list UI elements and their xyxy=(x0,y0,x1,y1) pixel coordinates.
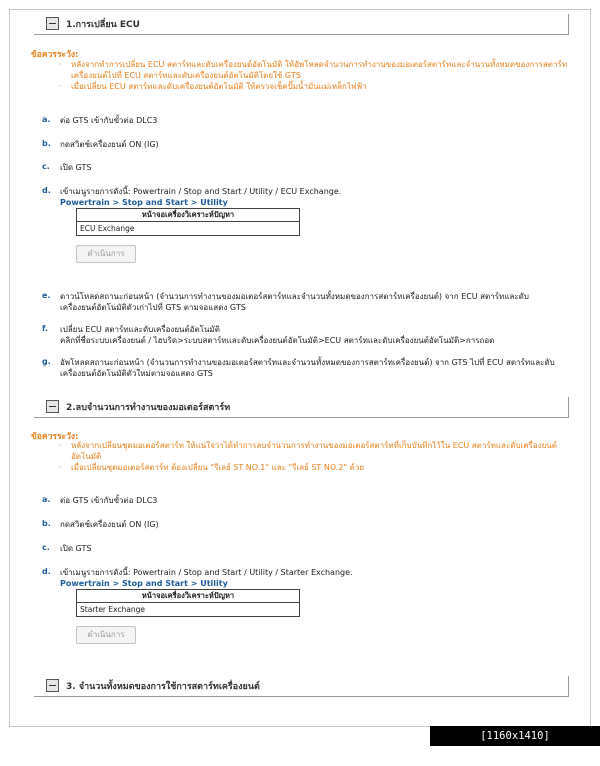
step-text: ดาวน์โหลดสถานะก่อนหน้า (จำนวนการทำงานของมอเตอร์สตาร์ทและจำนวนทั้งหมดของการสตาร์ทเครื่องยนต์) จาก ECU สตาร์ทและดับเครื่องยนต์อัตโนมัติตัวเก่าไปที่ GTS ตามจอแสดง GTS xyxy=(60,292,529,312)
watermark: [1160x1410] https://upic.me/ xyxy=(430,726,600,746)
menu-path: Powertrain > Stop and Start > Utility xyxy=(60,579,228,588)
step-label: b. xyxy=(42,519,51,528)
section-3-title: 3. จำนวนทั้งหมดของการใช้การสตาร์ทเครื่องยนต์ xyxy=(66,682,260,692)
step-subtext: คลิกที่ชื่อระบบเครื่องยนต์ / ไฮบริด>ระบบสตาร์ทและดับเครื่องยนต์อัตโนมัติ>ECU สตาร์ทและดับเครื่องยนต์อัตโนมัติ>การถอด xyxy=(60,336,495,345)
step-text: เปลี่ยน ECU สตาร์ทและดับเครื่องยนต์อัตโนมัติ xyxy=(60,325,220,334)
step-label: c. xyxy=(42,162,50,171)
section-3-header[interactable] xyxy=(34,676,569,697)
caution-item: · หลังจากเปลี่ยนชุดมอเตอร์สตาร์ท ให้แน่ใจว่าได้ทำการลบจำนวนการทำงานของมอเตอร์สตาร์ทที่เก็บบันทึกไว้ใน ECU สตาร์ทและดับเครื่องยนต์อัตโนมัติ xyxy=(59,441,557,461)
step-label: d. xyxy=(42,186,51,195)
step-label: a. xyxy=(42,115,51,124)
step-text: เปิด GTS xyxy=(60,163,92,172)
step-text: เข้าเมนูรายการดังนี้: Powertrain / Stop and Start / Utility / ECU Exchange. xyxy=(60,187,342,196)
diagnostic-screen-table xyxy=(76,208,300,236)
execute-button[interactable]: ดำเนินการ xyxy=(76,245,136,263)
table-header: หน้าจอเครื่องวิเคราะห์ปัญหา xyxy=(77,590,300,603)
table-cell: ECU Exchange xyxy=(77,222,300,236)
collapse-icon[interactable] xyxy=(46,679,59,692)
step-label: f. xyxy=(42,324,49,333)
step-label: a. xyxy=(42,495,51,504)
step-label: d. xyxy=(42,567,51,576)
caution-label: ข้อควรระวัง: xyxy=(31,50,79,60)
step-text: ต่อ GTS เข้ากับขั้วต่อ DLC3 xyxy=(60,496,158,505)
table-header: หน้าจอเครื่องวิเคราะห์ปัญหา xyxy=(77,209,300,222)
section-2-title: 2.ลบจำนวนการทำงานของมอเตอร์สตาร์ท xyxy=(66,403,231,413)
bullet-icon: · xyxy=(59,60,62,69)
step-text: ต่อ GTS เข้ากับขั้วต่อ DLC3 xyxy=(60,116,158,125)
section-1-header[interactable] xyxy=(34,14,569,35)
step-label: g. xyxy=(42,357,51,366)
caution-item: · เมื่อเปลี่ยนชุดมอเตอร์สตาร์ท ต้องเปลี่ยน "รีเลย์ ST NO.1" และ "รีเลย์ ST NO.2" ด้วย xyxy=(59,463,365,472)
collapse-icon[interactable] xyxy=(46,400,59,413)
step-label: b. xyxy=(42,139,51,148)
bullet-icon: · xyxy=(59,82,62,91)
table-cell: Starter Exchange xyxy=(77,603,300,617)
collapse-icon[interactable] xyxy=(46,17,59,30)
diagnostic-screen-table xyxy=(76,589,300,617)
step-text: กดสวิตช์เครื่องยนต์ ON (IG) xyxy=(60,140,159,149)
caution-item: · เมื่อเปลี่ยน ECU สตาร์ทและดับเครื่องยนต์อัตโนมัติ ให้ตรวจเช็คปั๊มน้ำมันแม่เหล็กไฟฟ้า xyxy=(59,82,367,91)
section-2-header[interactable] xyxy=(34,397,569,418)
bullet-icon: · xyxy=(59,463,62,472)
menu-path: Powertrain > Stop and Start > Utility xyxy=(60,198,228,207)
execute-button[interactable]: ดำเนินการ xyxy=(76,626,136,644)
section-1-title: 1.การเปลี่ยน ECU xyxy=(66,20,140,30)
step-text: กดสวิตช์เครื่องยนต์ ON (IG) xyxy=(60,520,159,529)
step-text: เข้าเมนูรายการดังนี้: Powertrain / Stop and Start / Utility / Starter Exchange. xyxy=(60,568,353,577)
caution-item: · หลังจากทำการเปลี่ยน ECU สตาร์ทและดับเครื่องยนต์อัตโนมัติ ให้อัพโหลดจำนวนการทำงานของมอเตอร์สตาร์ทและจำนวนทั้งหมดของการสตาร์ทเครื่องยนต์ไปที่ ECU สตาร์ทและดับเครื่องยนต์อัตโนมัติโดยใช้ GTS xyxy=(59,60,568,80)
bullet-icon: · xyxy=(59,441,62,450)
step-label: e. xyxy=(42,291,51,300)
step-text: เปิด GTS xyxy=(60,544,92,553)
step-text: อัพโหลดสถานะก่อนหน้า (จำนวนการทำงานของมอเตอร์สตาร์ทและจำนวนทั้งหมดของการสตาร์ทเครื่องยนต์) จาก GTS ไปที่ ECU สตาร์ทและดับเครื่องยนต์อัตโนมัติตัวใหม่ตามจอแสดง GTS xyxy=(60,358,555,378)
step-label: c. xyxy=(42,543,50,552)
caution-label: ข้อควรระวัง: xyxy=(31,432,79,442)
